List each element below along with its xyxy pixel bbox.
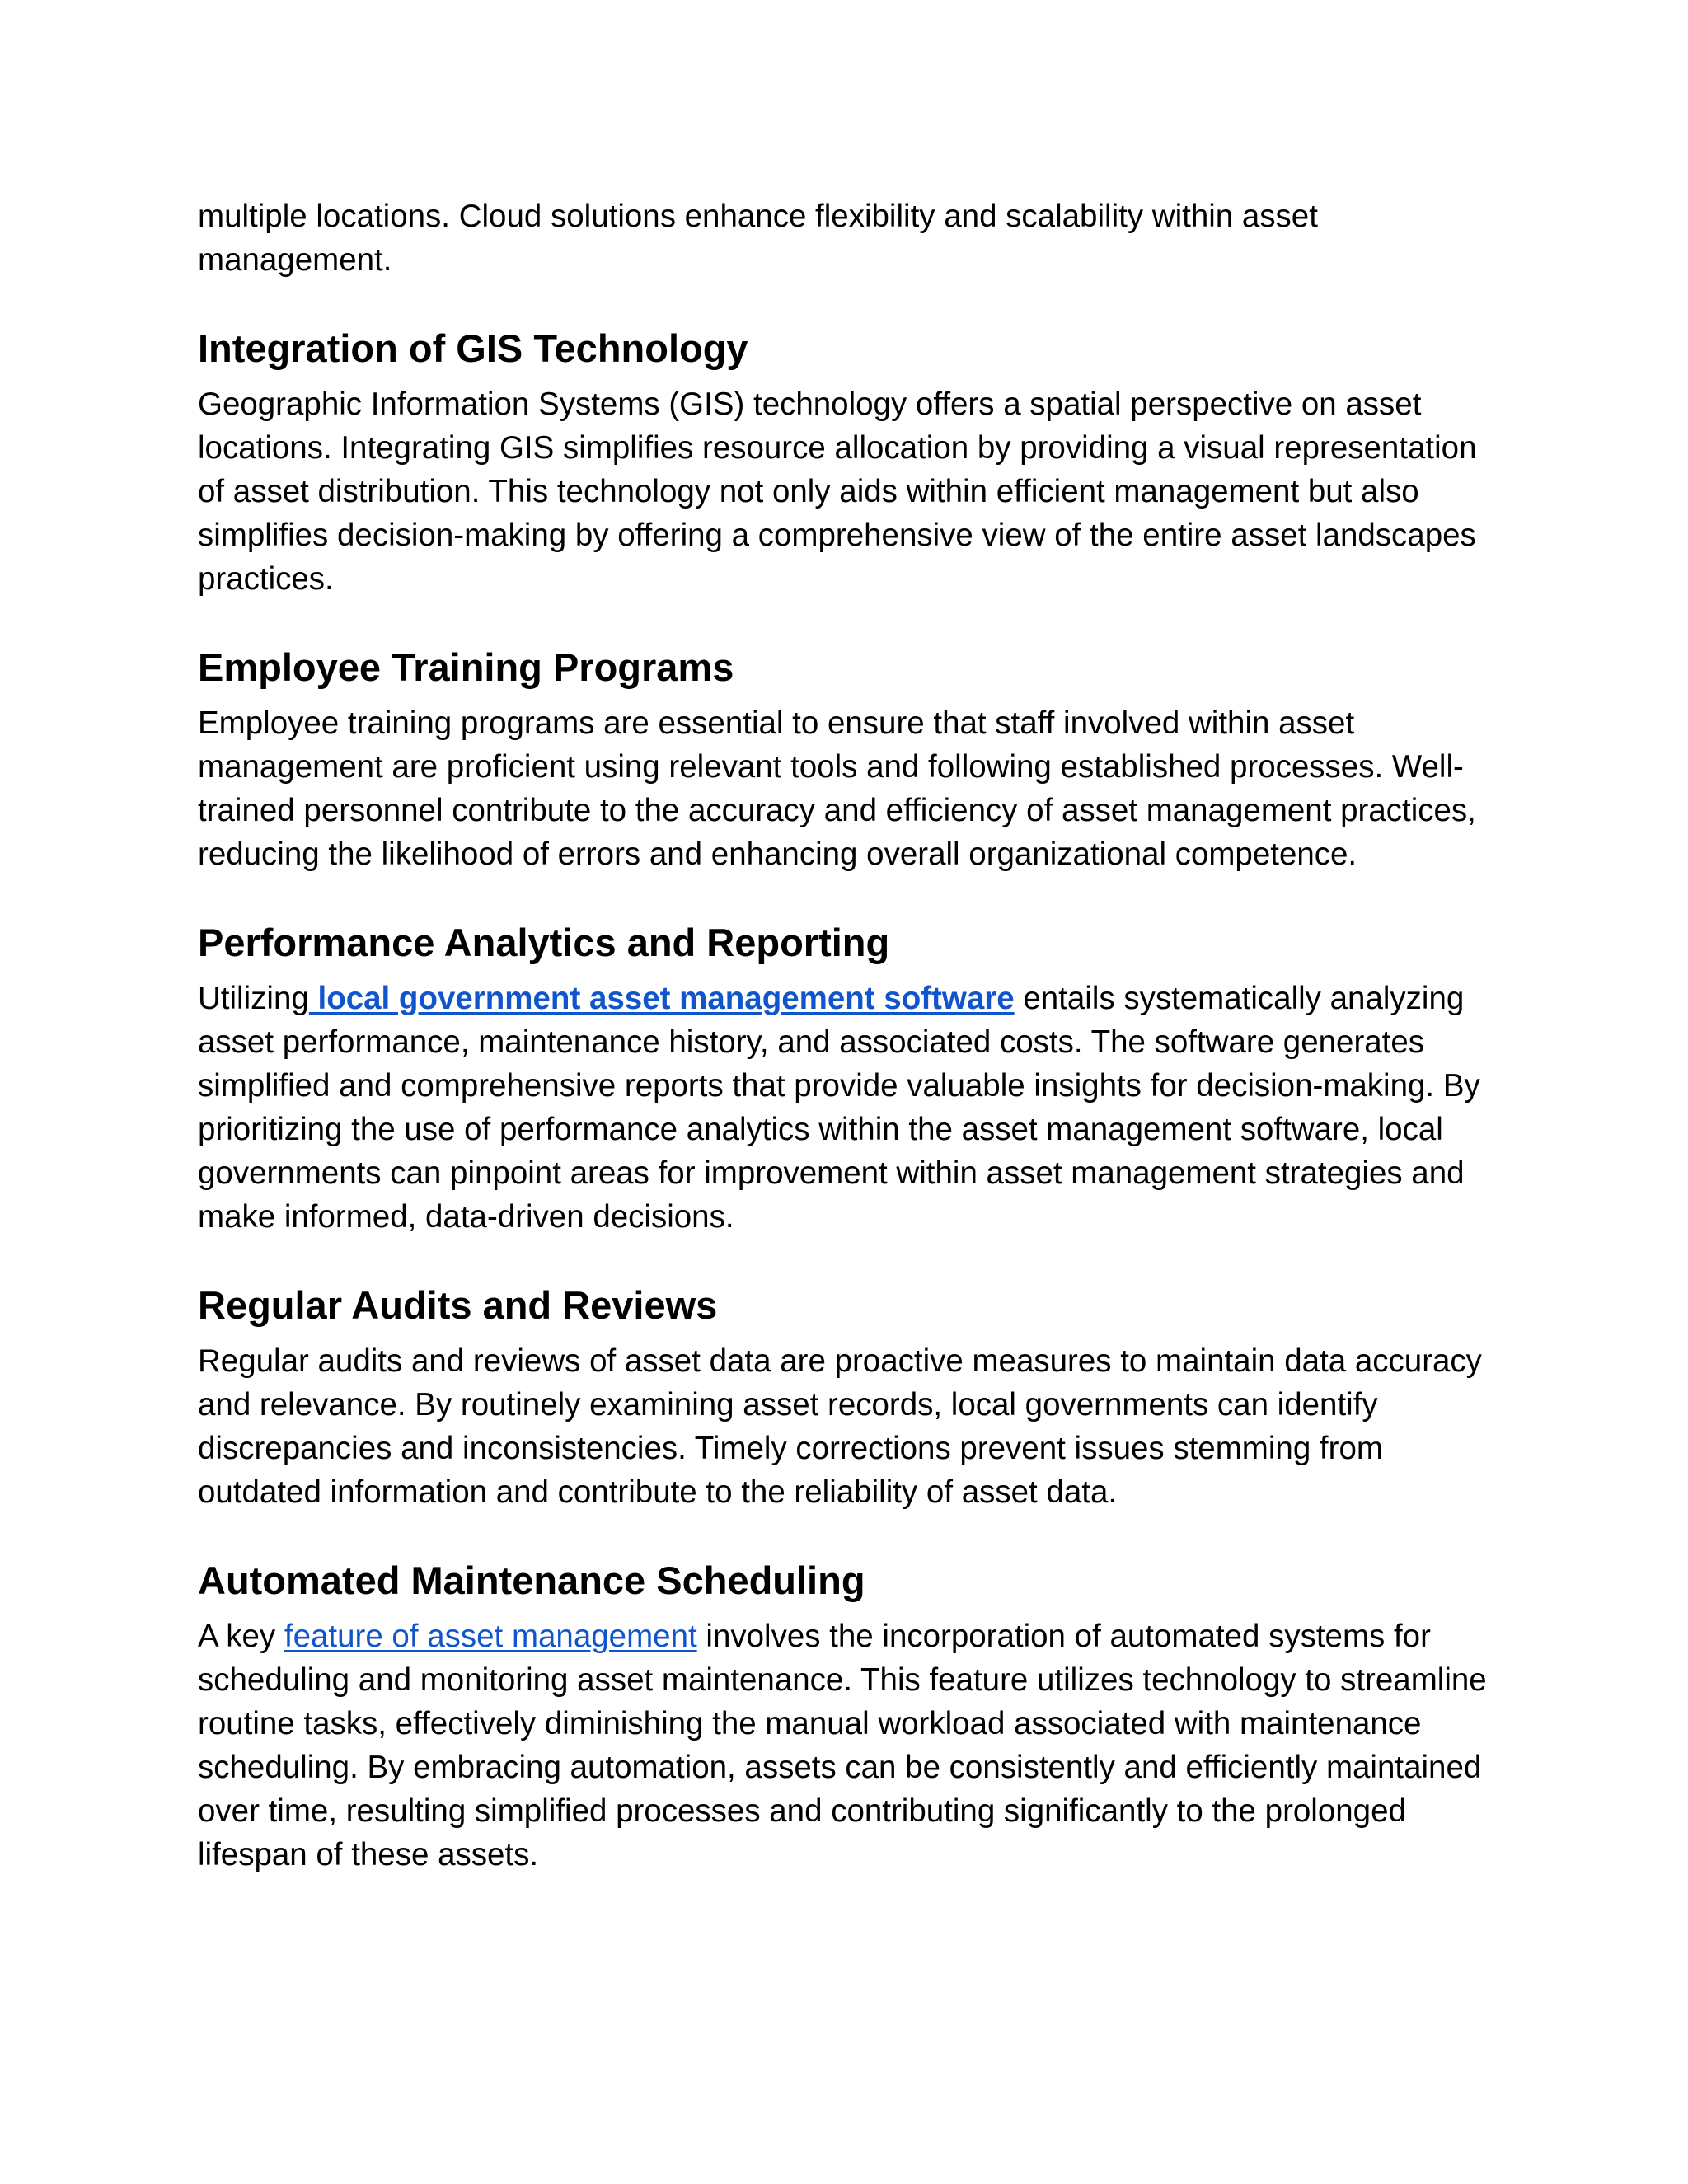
section-body: Employee training programs are essential to ensure that staff involved within asset management are proficient using relevant tools and following established processes. Well-trained personnel contribute to the accuracy and efficiency of asset management practices, reducing the likelihood of errors and enhancing overall organizational competence. xyxy=(198,705,1476,872)
body-text-after: involves the incorporation of automated systems for scheduling and monitoring asset maintenance. This feature utilizes technology to streamline routine tasks, effectively diminishing the manual workload associated with maintenance scheduling. By embracing automation, assets can be consistently and efficiently maintained over time, resulting simplified processes and contributing significantly to the prolonged lifespan of these assets. xyxy=(198,1619,1487,1872)
section-heading: Integration of GIS Technology xyxy=(198,326,748,370)
section-heading: Regular Audits and Reviews xyxy=(198,1283,718,1327)
section-heading: Performance Analytics and Reporting xyxy=(198,921,890,964)
body-text-before: A key xyxy=(198,1619,284,1654)
section-body: Regular audits and reviews of asset data are proactive measures to maintain data accuracy and relevance. By routinely examining asset records, local governments can identify discrepancies and inconsistencies. Timely corrections prevent issues stemming from outdated information and contribute to the reliability of asset data. xyxy=(198,1343,1482,1510)
feature-link[interactable]: feature of asset management xyxy=(284,1619,697,1654)
body-text-before: Utilizing xyxy=(198,981,309,1016)
section-gis xyxy=(198,326,1500,601)
software-link[interactable]: local government asset management software xyxy=(308,981,1015,1016)
section-maintenance xyxy=(198,1558,1500,1877)
section-heading: Employee Training Programs xyxy=(198,645,734,689)
section-audits xyxy=(198,1282,1500,1514)
section-body xyxy=(198,1615,1500,1877)
section-training xyxy=(198,644,1500,876)
section-body: Geographic Information Systems (GIS) technology offers a spatial perspective on asset locations. Integrating GIS simplifies resource allocation by providing a visual representation of asset distribution. This technology not only aids within efficient management but also simplifies decision-making by offering a comprehensive view of the entire asset landscapes practices. xyxy=(198,387,1477,597)
body-text-after: entails systematically analyzing asset performance, maintenance history, and associated costs. The software generates simplified and comprehensive reports that provide valuable insights for decision-making. By prioritizing the use of performance analytics within the asset management software, local governments can pinpoint areas for improvement within asset management strategies and make informed, data-driven decisions. xyxy=(198,981,1480,1235)
section-analytics xyxy=(198,920,1500,1239)
section-heading: Automated Maintenance Scheduling xyxy=(198,1558,865,1602)
document-content xyxy=(198,194,1500,1877)
intro-paragraph: multiple locations. Cloud solutions enhance flexibility and scalability within asset management. xyxy=(198,199,1318,278)
section-body xyxy=(198,977,1500,1239)
